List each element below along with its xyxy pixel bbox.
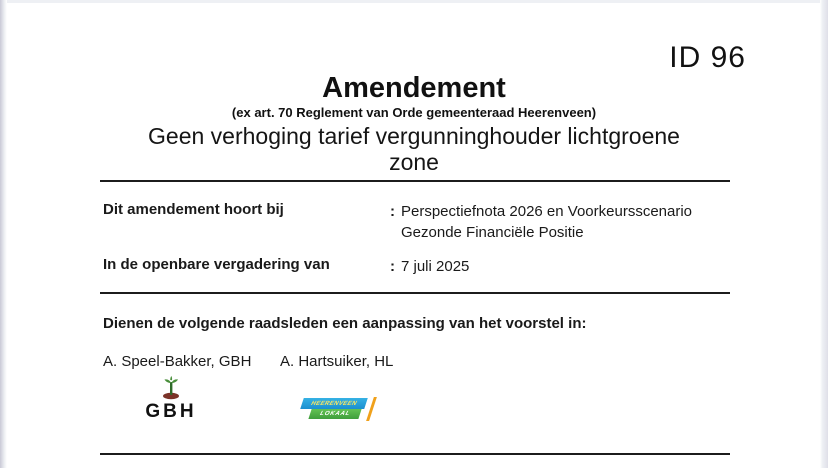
hl-logo-line1: HEERENVEEN (310, 400, 358, 407)
divider-bottom (100, 453, 730, 455)
amendment-heading-line1: Geen verhoging tarief vergunninghouder lichtgroene (148, 123, 680, 149)
field-value-line1: Perspectiefnota 2026 en Voorkeursscenario (401, 203, 693, 220)
submitter-name-1: A. Speel-Bakker, GBH (103, 353, 252, 370)
field-label-belongs-to: Dit amendement hoort bij (103, 201, 284, 218)
field-value-line1: 7 juli 2025 (401, 258, 470, 275)
field-colon: : (390, 203, 395, 220)
document-id: ID 96 (669, 41, 746, 74)
amendment-heading (0, 123, 828, 175)
hl-logo-bottom-band (308, 409, 361, 419)
sprout-icon (156, 376, 186, 400)
document-subtitle: (ex art. 70 Reglement van Orde gemeenteraad Heerenveen) (231, 105, 597, 120)
amendment-heading-line2: zone (389, 149, 439, 175)
field-value-meeting-date (390, 256, 469, 277)
page-edge-right (820, 0, 828, 468)
submitters-intro: Dienen de volgende raadsleden een aanpassing van het voorstel in: (103, 315, 587, 332)
field-value-lines (401, 201, 692, 243)
hl-logo-top-band (300, 398, 368, 409)
field-label-meeting-date: In de openbare vergadering van (103, 256, 330, 273)
submitter-name-2: A. Hartsuiker, HL (280, 353, 394, 370)
document-title: Amendement (322, 72, 506, 104)
gbh-logo-text: GBH (145, 401, 197, 422)
page-edge-top (0, 0, 828, 3)
divider-middle (100, 292, 730, 294)
hl-logo-line2: LOKAAL (319, 411, 351, 417)
field-value-belongs-to (390, 201, 692, 243)
field-value-line2: Gezonde Financiële Positie (401, 224, 584, 241)
field-colon: : (390, 258, 395, 275)
hl-logo-stripe (366, 397, 377, 421)
field-value-lines (401, 256, 469, 277)
divider-top (100, 180, 730, 182)
heerenveen-lokaal-party-logo (300, 398, 378, 422)
page-edge-left (0, 0, 7, 468)
gbh-party-logo (138, 376, 204, 423)
